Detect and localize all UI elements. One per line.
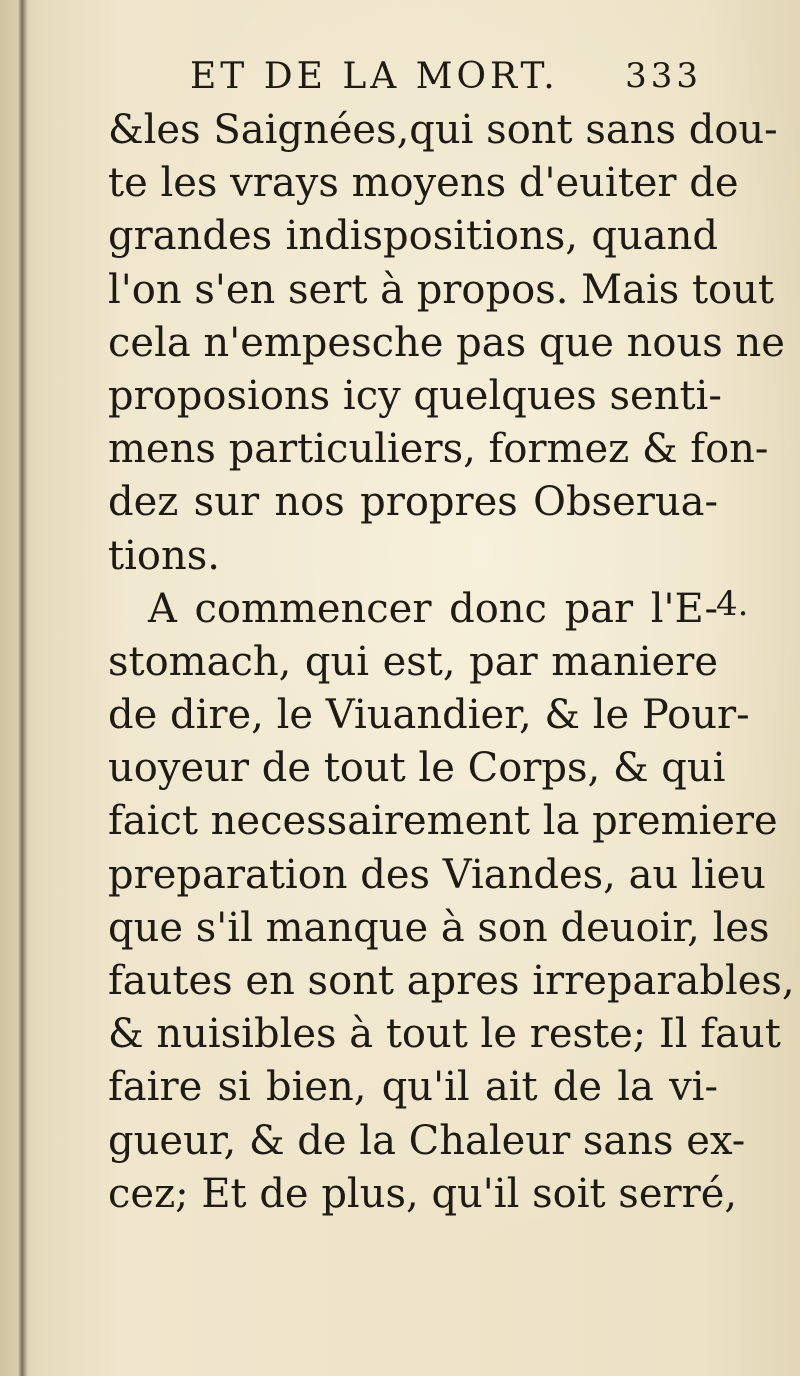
running-title: ET DE LA MORT.: [190, 56, 559, 97]
text-line: A commencer donc par l'E-: [148, 585, 718, 632]
text-line: cez; Et de plus, qu'il soit serré,: [108, 1170, 738, 1217]
binding-gutter: [18, 0, 28, 1376]
margin-note: 4.: [716, 584, 749, 624]
text-line: & nuisibles à tout le reste; Il faut: [108, 1011, 781, 1058]
text-line: mens particuliers, formez & fon-: [108, 426, 769, 473]
body-text: [108, 104, 795, 1221]
text-line: proposions icy quelques senti-: [108, 372, 722, 419]
text-line: &les Saignées,qui sont sans dou-: [108, 107, 778, 153]
text-line: dez sur nos propres Obserua-: [108, 479, 718, 526]
text-line: stomach, qui est, par maniere: [108, 638, 718, 685]
text-line: tions.: [108, 532, 220, 579]
text-line: faire si bien, qu'il ait de la vi-: [108, 1064, 718, 1111]
text-line: faict necessairement la premiere: [108, 798, 778, 845]
text-line: fautes en sont apres irreparables,: [108, 958, 795, 1004]
text-line: te les vrays moyens d'euiter de: [108, 160, 739, 207]
text-line: l'on s'en sert à propos. Mais tout: [108, 266, 774, 313]
text-line: cela n'empesche pas que nous ne: [108, 319, 785, 366]
page-number: 333: [625, 56, 702, 96]
text-line: que s'il manque à son deuoir, les: [108, 904, 770, 951]
text-line: preparation des Viandes, au lieu: [108, 851, 766, 898]
text-line: gueur, & de la Chaleur sans ex-: [108, 1117, 746, 1164]
running-head: [190, 56, 710, 106]
text-line: uoyeur de tout le Corps, & qui: [108, 745, 726, 792]
text-line: de dire, le Viuandier, & le Pour-: [108, 692, 750, 739]
text-line: grandes indispositions, quand: [108, 213, 718, 260]
